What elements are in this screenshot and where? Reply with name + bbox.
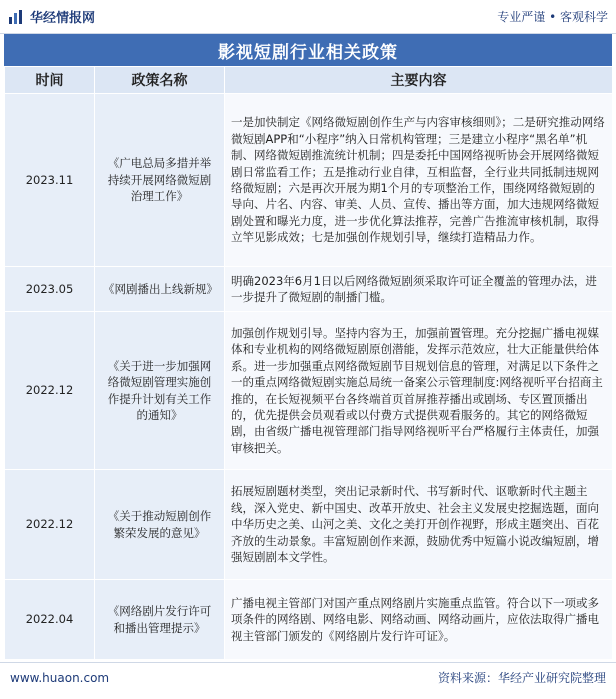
page-header <box>0 0 616 34</box>
policy-name: 《关于进一步加强网络微短剧管理实施创作提升计划有关工作的通知》 <box>95 312 225 470</box>
table-row <box>5 312 613 470</box>
page-title: 影视短剧行业相关政策 <box>4 34 612 66</box>
table-header-row <box>5 67 613 94</box>
table-row <box>5 94 613 267</box>
brand-logo-icon <box>8 9 24 25</box>
column-header-name: 政策名称 <box>95 67 225 94</box>
policy-name: 《关于推动短剧创作繁荣发展的意见》 <box>95 470 225 580</box>
policy-content: 拓展短剧题材类型，突出记录新时代、书写新时代、讴歌新时代主题主线，深入党史、新中国史、改革开放史、社会主义发展史挖掘选题，面向中华历史之美、山河之美、文化之美打开创作视野，形成主题突出、百花齐放的生动景象。丰富短剧创作来源，鼓励优秀中短篇小说改编短剧，增强短剧剧本文学性。 <box>225 470 613 580</box>
column-header-content: 主要内容 <box>225 67 613 94</box>
policy-time: 2023.05 <box>5 267 95 312</box>
brand-name: 华经情报网 <box>30 11 96 26</box>
policy-time: 2022.04 <box>5 580 95 660</box>
website-link[interactable]: www.huaon.com <box>10 670 110 685</box>
brand <box>8 7 95 26</box>
table-row <box>5 580 613 660</box>
policy-time: 2022.12 <box>5 312 95 470</box>
policy-time: 2023.11 <box>5 94 95 267</box>
policy-content: 广播电视主管部门对国产重点网络剧片实施重点监管。符合以下一项或多项条件的网络剧、网络电影、网络动画、网络动画片，应依法取得广播电视主管部门颁发的《网络剧片发行许可证》。 <box>225 580 613 660</box>
slogan: 专业严谨 • 客观科学 <box>497 10 608 24</box>
policy-name: 《网剧播出上线新规》 <box>95 267 225 312</box>
column-header-time: 时间 <box>5 67 95 94</box>
table-row <box>5 470 613 580</box>
policy-time: 2022.12 <box>5 470 95 580</box>
policy-content: 一是加快制定《网络微短剧创作生产与内容审核细则》；二是研究推动网络微短剧APP和“小程序”纳入日常机构管理；三是建立小程序“黑名单”机制、网络微短剧推流统计机制；四是委托中国网络视听协会开展网络微短剧日常监看工作；五是推动行业自律，互相监督，全行业共同抵制违规网络微短剧；六是再次开展为期1个月的专项整治工作，围绕网络微短剧的导向、片名、内容、审美、人员、宣传、播出等方面，加大违规网络微短剧处置和曝光力度，进一步优化算法推荐，完善广告推流审核机制，取得立竿见影成效；七是加强创作规划引导，继续打造精品力作。 <box>225 94 613 267</box>
policy-name: 《网络剧片发行许可和播出管理提示》 <box>95 580 225 660</box>
data-source: 资料来源：华经产业研究院整理 <box>437 671 606 685</box>
policy-name: 《广电总局多措并举持续开展网络微短剧治理工作》 <box>95 94 225 267</box>
policy-table <box>4 66 613 660</box>
table-row <box>5 267 613 312</box>
policy-content: 加强创作规划引导。坚持内容为王，加强前置管理。充分挖掘广播电视媒体和专业机构的网络微短剧原创潜能，发挥示范效应，壮大正能量供给体系。进一步加强重点网络微短剧节目规划信息的管理，对满足以下条件之一的重点网络微短剧实施总局统一备案公示管理制度:网络视听平台招商主推的，在长短视频平台各终端首页首屏推荐播出或剧场、专区置顶播出的，优先提供会员观看或以付费方式提供观看服务的。其它的网络微短剧，由省级广播电视管理部门指导网络视听平台严格履行主体责任，加强审核把关。 <box>225 312 613 470</box>
policy-content: 明确2023年6月1日以后网络微短剧须采取许可证全覆盖的管理办法，进一步提升了微短剧的制播门槛。 <box>225 267 613 312</box>
page-footer <box>0 662 616 692</box>
